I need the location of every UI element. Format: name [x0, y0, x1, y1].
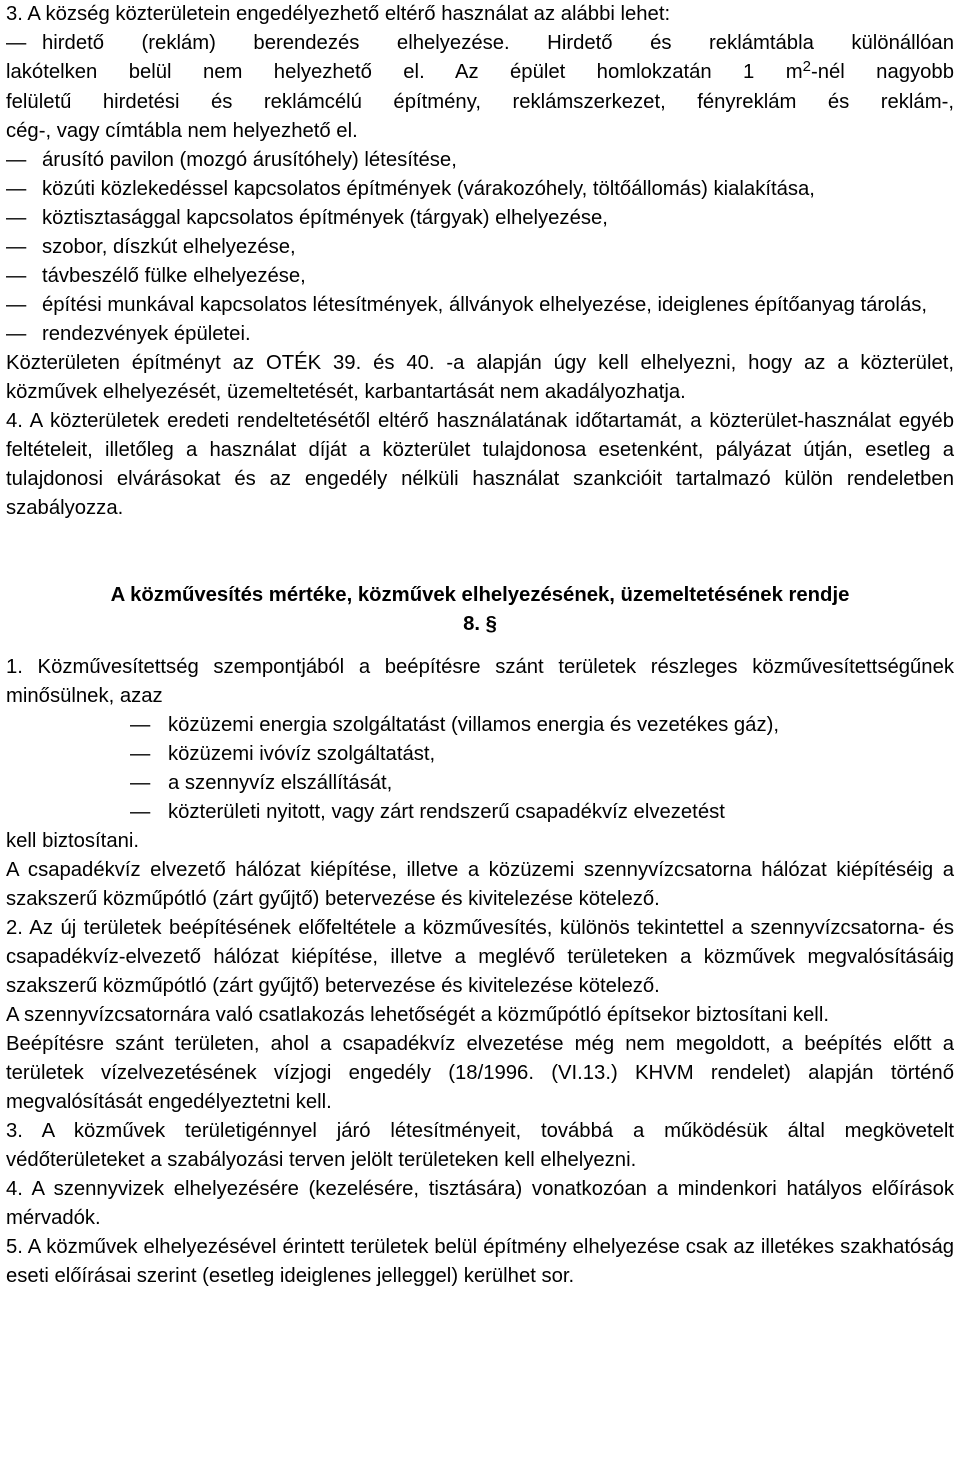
section-3-closing: Közterületen építményt az OTÉK 39. és 40. -a alapján úgy kell elhelyezni, hogy az a közterület, közművek elhelyezését, üzemeltetését, karbantartását nem akadályozhatja. [6, 352, 954, 403]
list-item: — rendezvények épületei. [6, 320, 954, 349]
para-1-extra: A csapadékvíz elvezető hálózat kiépítése, illetve a közüzemi szennyvízcsatorna hálózat kiépítéséig a szakszerű közműpótló (zárt gyűjtő) betervezése és kivitelezése kötelező. [6, 859, 954, 910]
section-4-text: 4. A közterületek eredeti rendeltetésétől eltérő használatának időtartamát, a közterület-használat egyéb feltételeit, illetőleg a használat díját a közterület tulajdonosa esetenként, pályázat útján, esetleg a tulajdonosi elvárásokat és az engedély nélküli használat szankcióit tartalmazó külön rendeletben szabályozza. [6, 410, 954, 519]
paragraph-number: 8. § [463, 613, 497, 635]
para-5-text: 5. A közművek elhelyezésével érintett területek belül építmény elhelyezése csak az illetékes szakhatóság eseti előírásai szerint (esetleg ideiglenes jelleggel) kerülhet sor. [6, 1236, 954, 1287]
list-item: — közüzemi ivóvíz szolgáltatást, [6, 740, 954, 769]
para-4-text: 4. A szennyvizek elhelyezésére (kezelésére, tisztására) vonatkozóan a mindenkori hatályos előírások mérvadók. [6, 1178, 954, 1229]
list-item: — közüzemi energia szolgáltatást (villamos energia és vezetékes gáz), [6, 711, 954, 740]
list-item-continuation: lakótelken belül nem helyezhető el. Az épület homlokzatán 1 $m^2$-nél nagyobb [6, 58, 954, 83]
list-item: — a szennyvíz elszállítását, [6, 769, 954, 798]
para-3-text: 3. A közművek területigénnyel járó létesítményeit, továbbá a működésük által megkövetelt védőterületeket a szabályozási terven jelölt területeken kell elhelyezni. [6, 1120, 954, 1171]
list-item: — köztisztasággal kapcsolatos építmények (tárgyak) elhelyezése, [6, 204, 954, 233]
list-item: — hirdető (reklám) berendezés elhelyezése. Hirdető és reklámtábla különállóan [6, 29, 954, 58]
para-2-text: 2. Az új területek beépítésének előfeltétele a közművesítés, különös tekintettel a szennyvízcsatorna- és csapadékvíz-elvezető hálózat kiépítése, illetve a meglévő területeken a közművek megvalósításáig szakszerű közműpótló (zárt gyűjtő) betervezése és kivitelezése kötelező. [6, 917, 954, 997]
spacer [6, 639, 954, 653]
list-item: — közúti közlekedéssel kapcsolatos építmények (várakozóhely, töltőállomás) kialakítása, [6, 175, 954, 204]
chapter-title: A közművesítés mértéke, közművek elhelyezésének, üzemeltetésének rendje [110, 584, 850, 606]
para-2-text3: Beépítésre szánt területen, ahol a csapadékvíz elvezetése még nem megoldott, a beépítés előtt a területek vízelvezetésének vízjogi engedély (18/1996. (VI.13.) KHVM rendelet) alapján történő megvalósítását engedélyeztetni kell. [6, 1033, 954, 1113]
para-1-intro: 1. Közművesítettség szempontjából a beépítésre szánt területek részleges közművesítettségűnek minősülnek, azaz [6, 656, 954, 707]
list-item-continuation: felületű hirdetési és reklámcélú építmény, reklámszerkezet, fényreklám és reklám-, [6, 91, 954, 113]
list-item: — távbeszélő fülke elhelyezése, [6, 262, 954, 291]
spacer [6, 523, 954, 581]
list-item: — szobor, díszkút elhelyezése, [6, 233, 954, 262]
section-3-title: 3. A község közterületein engedélyezhető eltérő használat az alábbi lehet: [6, 3, 671, 25]
para-2-text2: A szennyvízcsatornára való csatlakozás lehetőségét a közműpótló építsekor biztosítani kell. [6, 1004, 829, 1026]
list-item: — építési munkával kapcsolatos létesítmények, állványok elhelyezése, ideiglenes építőanyag tárolás, [6, 291, 954, 320]
list-item-continuation: cég-, vagy címtábla nem helyezhető el. [6, 120, 358, 142]
list-item: — közterületi nyitott, vagy zárt rendszerű csapadékvíz elvezetést [6, 798, 954, 827]
list-item: — árusító pavilon (mozgó árusítóhely) létesítése, [6, 146, 954, 175]
section-sign-icon: § [485, 613, 497, 635]
para-1-outro: kell biztosítani. [6, 830, 140, 852]
